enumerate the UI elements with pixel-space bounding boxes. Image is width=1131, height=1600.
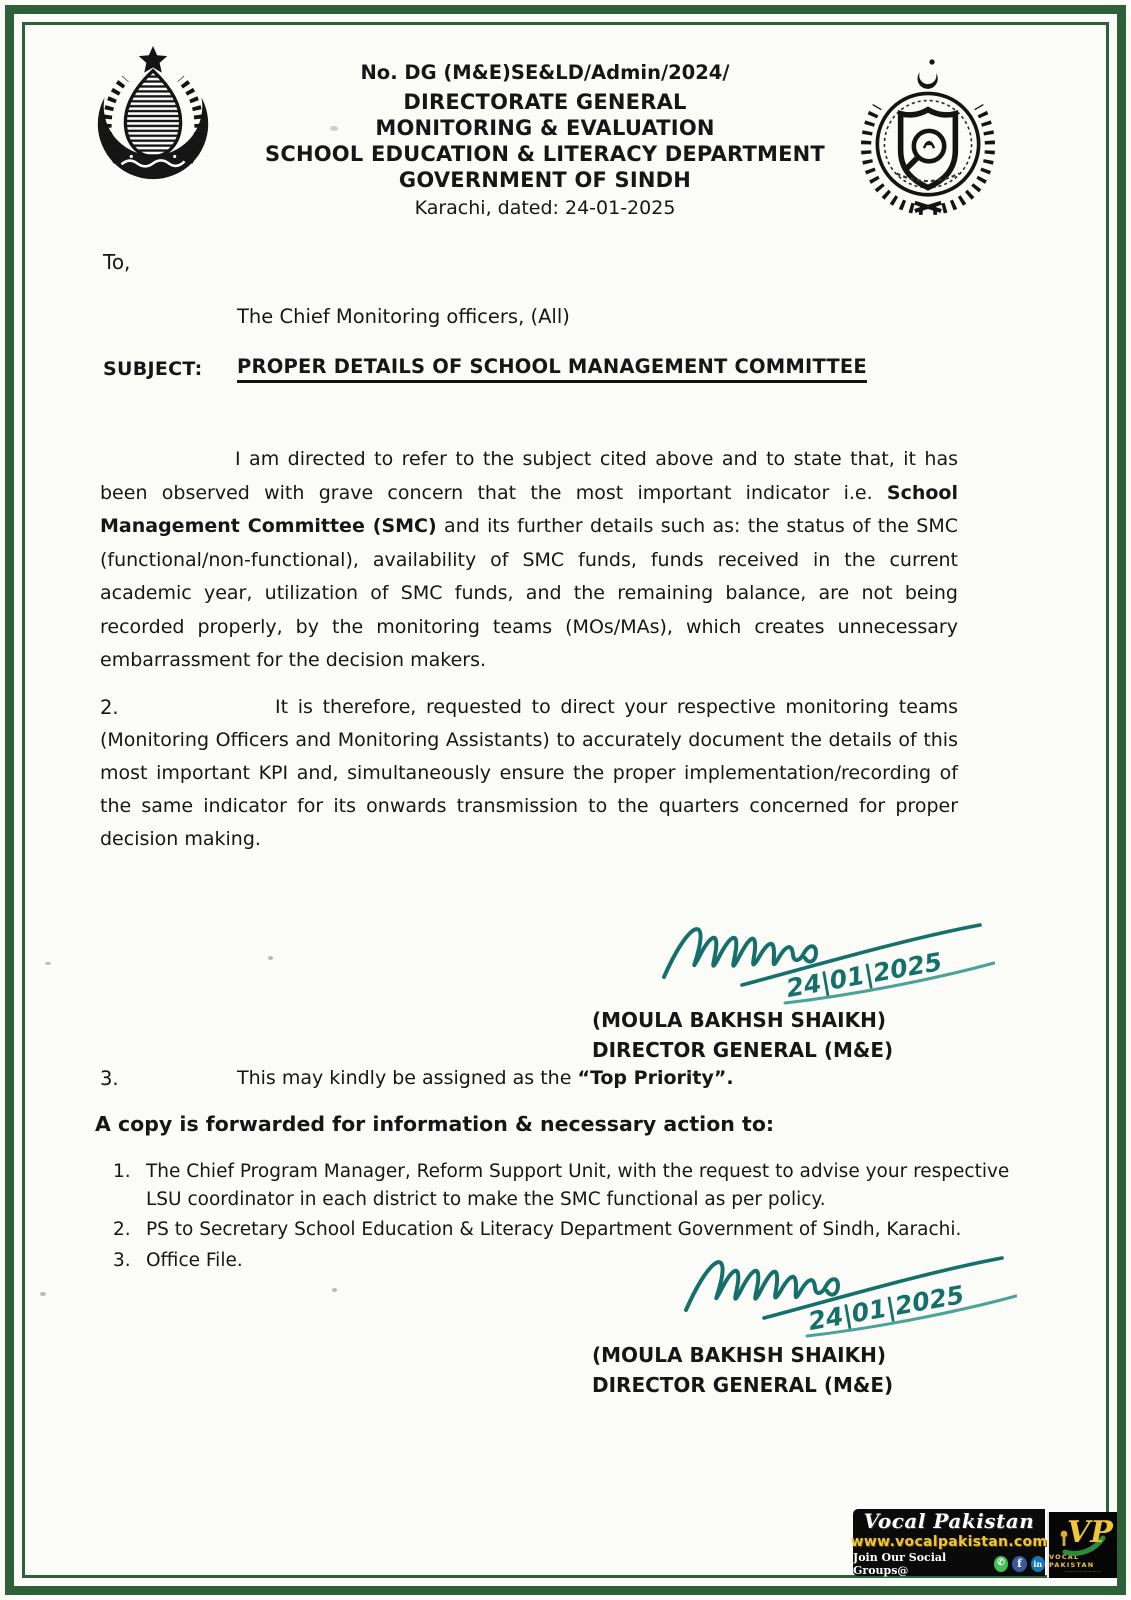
- subject-text: PROPER DETAILS OF SCHOOL MANAGEMENT COMMITTEE: [237, 355, 867, 383]
- cc-item-text: Office File.: [146, 1249, 243, 1271]
- signature-2: [672, 1238, 1017, 1338]
- recipient-line: The Chief Monitoring officers, (All): [237, 305, 570, 328]
- signatory-name: (MOULA BAKHSH SHAIKH): [592, 1343, 886, 1367]
- vp-monogram: VP: [1067, 1515, 1113, 1550]
- reference-number: No. DG (M&E)SE&LD/Admin/2024/: [360, 61, 730, 84]
- signatory-block-2: [592, 1340, 893, 1400]
- vp-monogram-row: [1053, 1516, 1113, 1552]
- vp-caption: VOCAL PAKISTAN: [1049, 1553, 1095, 1569]
- cc-item-text: The Chief Program Manager, Reform Support Unit, with the request to advise your respective LSU coordinator in each district to make the SMC functional as per policy.: [146, 1161, 1010, 1210]
- linkedin-icon: in: [1031, 1556, 1045, 1572]
- vocal-pakistan-watermark: [850, 1508, 1048, 1577]
- scan-artifact: [268, 956, 273, 960]
- paragraph-1-text: I am directed to refer to the subject cited above and to state that, it has been observed with grave concern that the most important indicator i.e.: [100, 448, 958, 504]
- government-of-sindh-crest-icon: [84, 44, 222, 194]
- letterhead-line-2: MONITORING & EVALUATION: [375, 116, 715, 140]
- vp-subcaption: ————————: [1064, 1569, 1102, 1574]
- signatory-name: (MOULA BAKHSH SHAIKH): [592, 1008, 886, 1032]
- paragraph-3-bold: “Top Priority”.: [577, 1067, 734, 1089]
- cc-item-number: 2.: [113, 1219, 131, 1240]
- scan-artifact: [332, 1288, 337, 1292]
- social-label: Join Our Social Groups@: [853, 1550, 947, 1577]
- paragraph-2-number: 2.: [100, 696, 119, 719]
- place-and-date: Karachi, dated: 24-01-2025: [414, 197, 676, 219]
- watermark-social-row: [853, 1551, 1045, 1577]
- cc-item-number: 3.: [113, 1249, 131, 1271]
- to-label: To,: [103, 250, 131, 274]
- signature-1: [650, 905, 995, 1005]
- paragraph-1-rest: and its further details such as: the status of the SMC (functional/non-functional), availability of SMC funds, funds received in the current academic year, utilization of SMC funds, and the remaining balance, are not being recorded properly, by the monitoring teams (MOs/MAs), which creates unnecessary embarrassment for the decision makers.: [100, 515, 959, 671]
- watermark-brand: Vocal Pakistan: [863, 1508, 1035, 1533]
- scan-artifact: [45, 962, 51, 965]
- letterhead-line-1: DIRECTORATE GENERAL: [403, 90, 687, 114]
- signature-1-date: 24|01|2025: [784, 947, 945, 1003]
- paragraph-3: [100, 1062, 958, 1096]
- letterhead-line-3: SCHOOL EDUCATION & LITERACY DEPARTMENT: [265, 142, 825, 166]
- paragraph-2: [100, 691, 958, 856]
- cc-heading: A copy is forwarded for information & necessary action to:: [95, 1112, 775, 1136]
- subject-label: SUBJECT:: [103, 358, 203, 380]
- cc-item-text: PS to Secretary School Education & Literacy Department Government of Sindh, Karachi.: [146, 1219, 962, 1240]
- scan-artifact: [40, 1292, 46, 1296]
- letterhead: [250, 60, 840, 221]
- paragraph-3-text: [100, 1062, 958, 1096]
- signatory-title: DIRECTOR GENERAL (M&E): [592, 1373, 894, 1397]
- cc-item: [113, 1158, 1013, 1213]
- monitoring-evaluation-emblem-icon: [852, 56, 1004, 220]
- facebook-icon: f: [1012, 1556, 1026, 1572]
- cc-item-number: 1.: [113, 1161, 131, 1182]
- paragraph-1: [100, 443, 958, 678]
- paragraph-1-bold: School Management Committee (SMC): [100, 481, 958, 537]
- watermark-website: www.vocalpakistan.com: [850, 1533, 1048, 1550]
- paragraph-2-text: It is therefore, requested to direct your respective monitoring teams (Monitoring Officers and Monitoring Assistants) to accurately document the details of this most important KPI and, simultaneously ensure the proper implementation/recording of the same indicator for its onwards transmission to the quarters concerned for proper decision making.: [100, 696, 958, 850]
- paragraph-3-number: 3.: [100, 1067, 119, 1090]
- whatsapp-icon: ✆: [994, 1556, 1008, 1572]
- signatory-block-1: [592, 1005, 893, 1065]
- signatory-title: DIRECTOR GENERAL (M&E): [592, 1038, 894, 1062]
- vocal-pakistan-logo: [1047, 1512, 1117, 1578]
- letterhead-line-4: GOVERNMENT OF SINDH: [398, 168, 692, 192]
- signature-2-date: 24|01|2025: [806, 1280, 967, 1336]
- paragraph-3-pre: This may kindly be assigned as the: [237, 1067, 578, 1089]
- scan-artifact: [330, 126, 338, 131]
